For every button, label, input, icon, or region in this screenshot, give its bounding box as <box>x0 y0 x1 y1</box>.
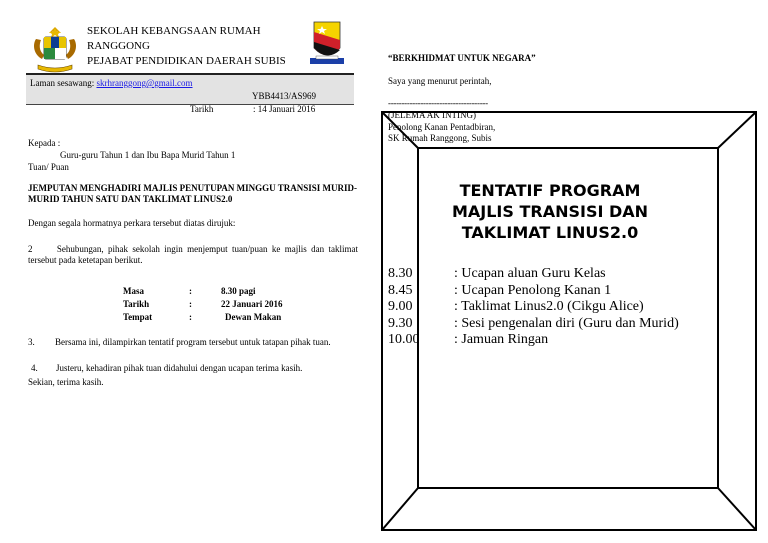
school-letterhead <box>87 24 297 69</box>
signatory-name: (JELEMA AK INTING) <box>388 110 476 120</box>
detail-label: Tempat <box>123 312 153 322</box>
closing-line: Sekian, terima kasih. <box>28 377 104 387</box>
paragraph-4 <box>28 363 358 374</box>
signature-line: ------------------------------------- <box>388 98 488 108</box>
schedule-row <box>388 316 679 333</box>
schedule-time: 10.00 <box>388 332 420 347</box>
email-link[interactable]: skrhranggong@gmail.com <box>96 78 193 88</box>
detail-value: 8.30 pagi <box>221 286 256 296</box>
schedule-item: : Sesi pengenalan diri (Guru dan Murid) <box>454 315 679 331</box>
paragraph-2-number: 2 <box>28 244 33 254</box>
detail-row <box>123 311 283 324</box>
detail-value: 22 Januari 2016 <box>221 299 283 309</box>
program-title-line2: MAJLIS TRANSISI DAN <box>451 202 649 221</box>
schedule-time: 9.30 <box>388 315 413 331</box>
detail-sep: : <box>189 299 192 309</box>
detail-value: Dewan Makan <box>225 312 282 322</box>
schedule-row <box>388 266 679 283</box>
program-title-line1: TENTATIF PROGRAM <box>459 181 641 200</box>
event-details <box>123 285 283 324</box>
schedule-time: 8.30 <box>388 266 413 281</box>
schedule-item: : Ucapan aluan Guru Kelas <box>454 266 606 281</box>
detail-row <box>123 285 283 298</box>
schedule-item: : Taklimat Linus2.0 (Cikgu Alice) <box>454 299 644 314</box>
program-title <box>420 180 680 243</box>
schedule-row <box>388 299 679 316</box>
school-logo-icon <box>310 18 344 66</box>
paragraph-4-text: Justeru, kehadiran pihak tuan didahului dengan ucapan terima kasih. <box>56 363 303 373</box>
detail-row <box>123 298 283 311</box>
schedule-time: 9.00 <box>388 299 413 314</box>
paragraph-3 <box>28 337 358 348</box>
coat-of-arms-icon <box>30 25 80 73</box>
schedule-item: : Jamuan Ringan <box>454 332 549 347</box>
detail-sep: : <box>189 286 192 296</box>
paragraph-3-text: Bersama ini, dilampirkan tentatif program tersebut untuk tatapan pihak tuan. <box>55 337 331 347</box>
program-title-line3: TAKLIMAT LINUS2.0 <box>461 223 639 242</box>
signatory-role: Penolong Kanan Pentadbiran, <box>388 122 496 132</box>
paragraph-4-number: 4. <box>31 363 38 373</box>
order-line: Saya yang menurut perintah, <box>388 76 492 86</box>
motto: “BERKHIDMAT UNTUK NEGARA” <box>388 53 536 63</box>
salutation: Tuan/ Puan <box>28 162 69 172</box>
recipient-block <box>28 138 358 174</box>
detail-label: Tarikh <box>123 299 150 309</box>
letter-subject: JEMPUTAN MENGHADIRI MAJLIS PENUTUPAN MINGGU TRANSISI MURID-MURID TAHUN SATU DAN TAKLIMAT LINUS2.0 <box>28 183 358 204</box>
signatory-school: SK Rumah Ranggong, Subis <box>388 133 492 143</box>
date-value: : 14 Januari 2016 <box>253 104 316 114</box>
school-name-line1: SEKOLAH KEBANGSAAN RUMAH <box>87 25 261 37</box>
website-label: Laman sesawang: <box>30 78 95 88</box>
paragraph-1: Dengan segala hormatnya perkara tersebut diatas dirujuk: <box>28 218 236 228</box>
district-office: PEJABAT PENDIDIKAN DAERAH SUBIS <box>87 55 286 67</box>
program-schedule <box>388 266 679 349</box>
detail-label: Masa <box>123 286 144 296</box>
paragraph-2-text: Sehubungan, pihak sekolah ingin menjemput tuan/puan ke majlis dan taklimat tersebut pada ketetapan berikut. <box>28 244 359 265</box>
schedule-row <box>388 283 679 300</box>
recipient-text: Guru-guru Tahun 1 dan Ibu Bapa Murid Tahun 1 <box>60 150 236 160</box>
date-label: Tarikh <box>190 104 214 114</box>
paragraph-2 <box>28 244 358 266</box>
contact-bar <box>26 73 354 105</box>
schedule-time: 8.45 <box>388 282 413 298</box>
reference-number: YBB4413/AS969 <box>252 91 317 101</box>
detail-sep: : <box>189 312 192 322</box>
kepada-label: Kepada : <box>28 138 61 148</box>
school-name-line2: RANGGONG <box>87 40 150 52</box>
paragraph-3-number: 3. <box>28 337 35 347</box>
schedule-row <box>388 332 679 349</box>
schedule-item: : Ucapan Penolong Kanan 1 <box>454 282 612 298</box>
